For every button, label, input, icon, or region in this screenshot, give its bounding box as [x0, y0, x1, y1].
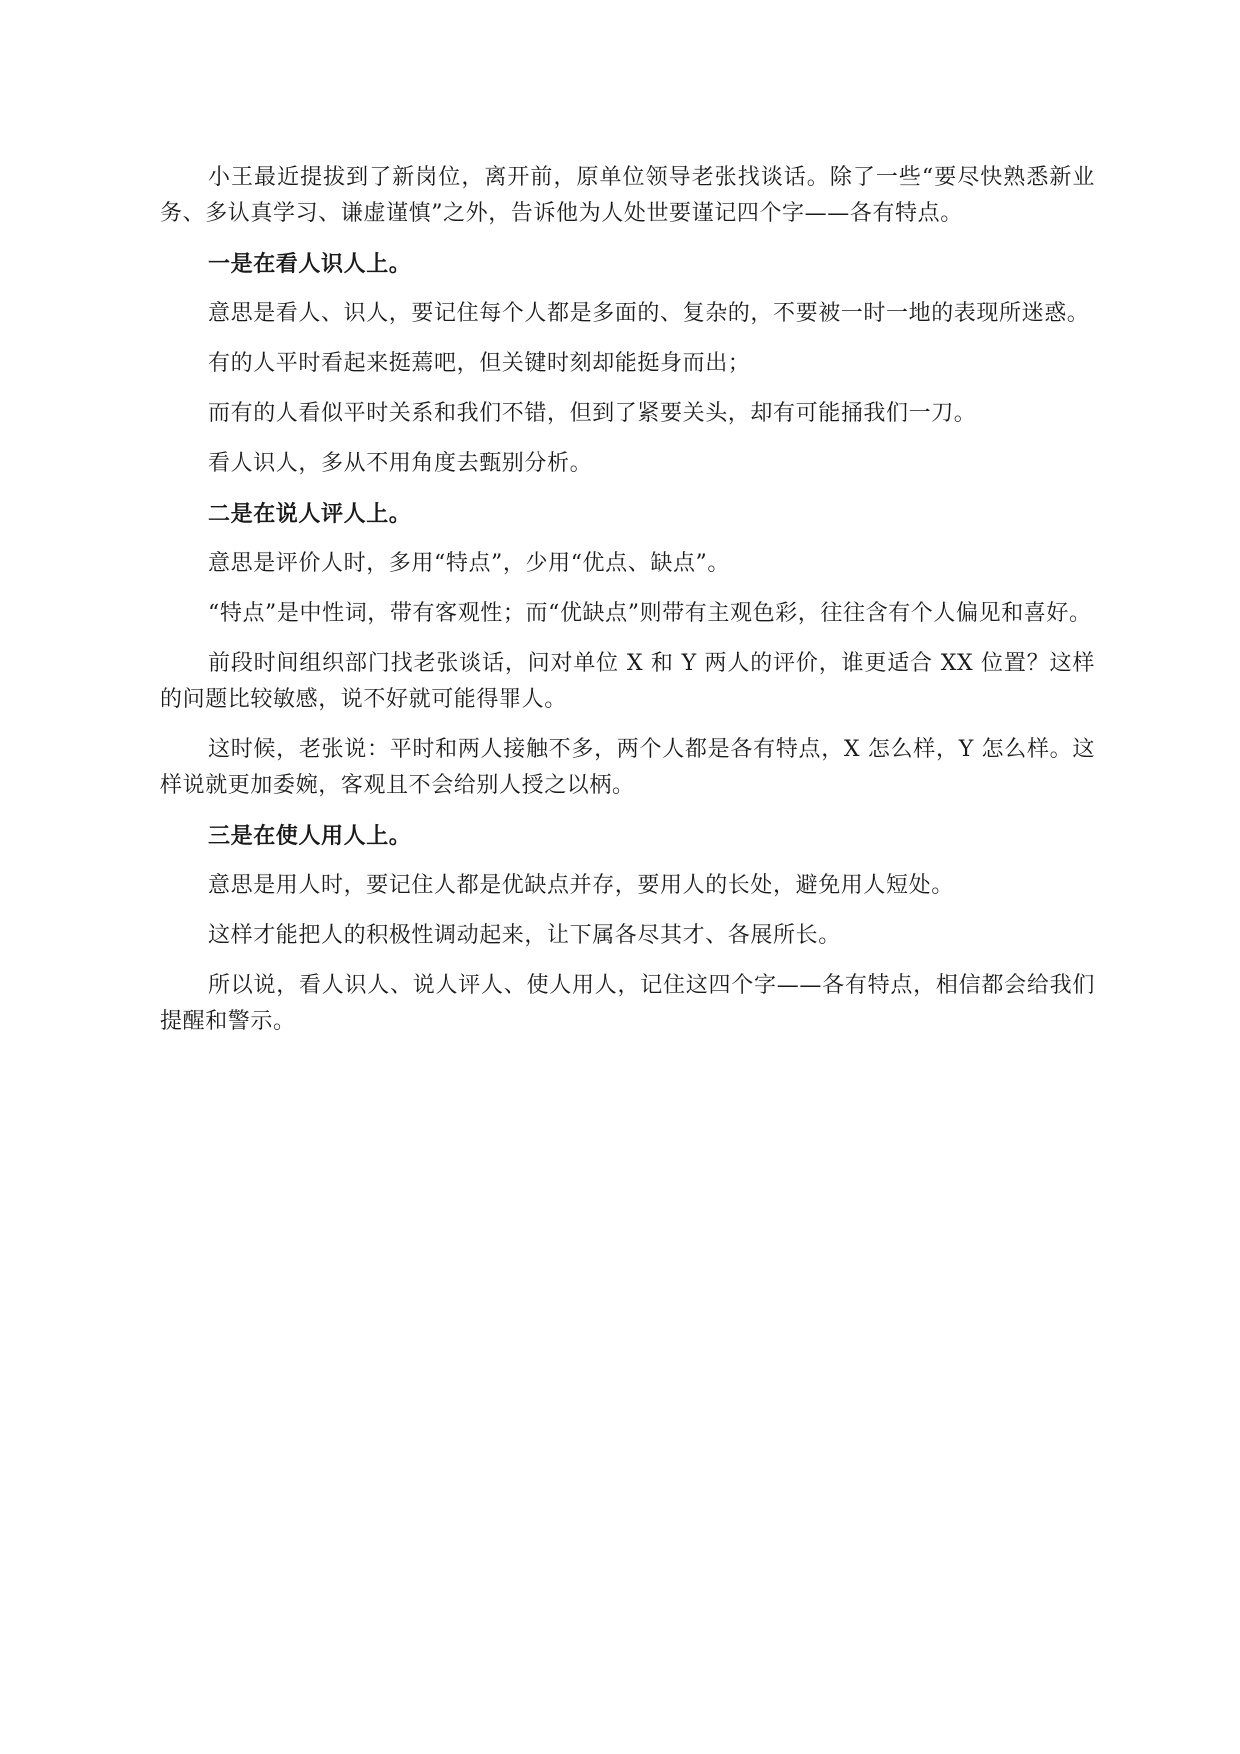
document-page — [160, 160, 1095, 1054]
paragraph: 看人识人，多从不用角度去甄别分析。 — [208, 451, 593, 476]
paragraph: 而有的人看似平时关系和我们不错，但到了紧要关头，却有可能捅我们一刀。 — [208, 401, 977, 426]
paragraph: 这时候，老张说：平时和两人接触不多，两个人都是各有特点，X 怎么样，Y 怎么样。这样说就更加委婉，客观且不会给别人授之以柄。 — [160, 737, 1095, 798]
section-heading-1: 一是在看人识人上。 — [208, 251, 412, 277]
section-heading-2: 二是在说人评人上。 — [208, 501, 412, 527]
paragraph: 前段时间组织部门找老张谈话，问对单位 X 和 Y 两人的评价，谁更适合 XX 位置？这样的问题比较敏感，说不好就可能得罪人。 — [160, 651, 1095, 712]
section-heading-3: 三是在使人用人上。 — [208, 823, 412, 849]
paragraph-intro: 小王最近提拔到了新岗位，离开前，原单位领导老张找谈话。除了一些“要尽快熟悉新业务、多认真学习、谦虚谨慎”之外，告诉他为人处世要谨记四个字——各有特点。 — [160, 165, 1095, 226]
paragraph: 意思是看人、识人，要记住每个人都是多面的、复杂的，不要被一时一地的表现所迷惑。 — [208, 301, 1090, 326]
paragraph: 意思是评价人时，多用“特点”，少用“优点、缺点”。 — [208, 551, 730, 576]
paragraph: 意思是用人时，要记住人都是优缺点并存，要用人的长处，避免用人短处。 — [208, 873, 954, 898]
paragraph: “特点”是中性词，带有客观性；而“优缺点”则带有主观色彩，往往含有个人偏见和喜好。 — [208, 601, 1092, 626]
paragraph-conclusion: 所以说，看人识人、说人评人、使人用人，记住这四个字——各有特点，相信都会给我们提醒和警示。 — [160, 973, 1095, 1034]
paragraph: 有的人平时看起来挺蔫吧，但关键时刻却能挺身而出； — [208, 351, 751, 376]
paragraph: 这样才能把人的积极性调动起来，让下属各尽其才、各展所长。 — [208, 923, 841, 948]
